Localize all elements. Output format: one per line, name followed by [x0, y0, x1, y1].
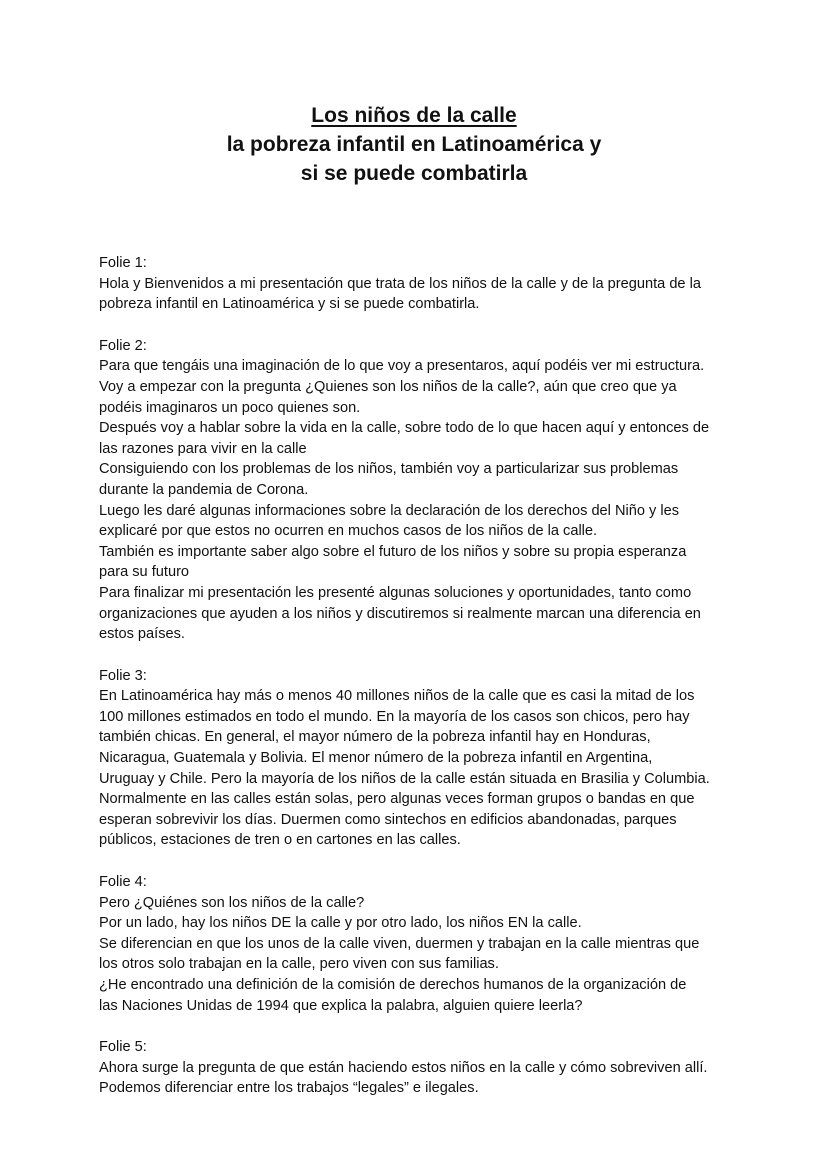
paragraph-line: Para finalizar mi presentación les presenté algunas soluciones y oportunidades, tanto como: [99, 584, 692, 601]
paragraph-line: Nicaragua, Guatemala y Bolivia. El menor número de la pobreza infantil en Argentina,: [99, 750, 653, 767]
paragraph-line: para su futuro: [99, 564, 190, 581]
title-line-main: Los niños de la calle: [311, 104, 517, 127]
section-heading: Folie 4:: [99, 874, 147, 891]
paragraph-line: 100 millones estimados en todo el mundo. En la mayoría de los casos son chicos, pero hay: [99, 708, 690, 725]
section-heading: Folie 2:: [99, 337, 147, 354]
title-line-subtitle: la pobreza infantil en Latinoamérica y: [226, 133, 602, 156]
paragraph-line: públicos, estaciones de tren o en cartones en las calles.: [99, 832, 461, 849]
paragraph-line: los otros solo trabajan en la calle, pero viven con sus familias.: [99, 956, 499, 973]
paragraph-line: Por un lado, hay los niños DE la calle y por otro lado, los niños EN la calle.: [99, 915, 582, 932]
paragraph-line: explicaré por que estos no ocurren en muchos casos de los niños de la calle.: [99, 523, 598, 540]
paragraph-line: Ahora surge la pregunta de que están haciendo estos niños en la calle y cómo sobreviven allí.: [99, 1059, 708, 1076]
paragraph-line: En Latinoamérica hay más o menos 40 millones niños de la calle que es casi la mitad de los: [99, 688, 695, 705]
paragraph-line: organizaciones que ayuden a los niños y discutiremos si realmente marcan una diferencia en: [99, 605, 701, 622]
section-folie-1: [99, 253, 739, 315]
paragraph-line: las Naciones Unidas de 1994 que explica la palabra, alguien quiere leerla?: [99, 997, 583, 1014]
paragraph-line: Uruguay y Chile. Pero la mayoría de los niños de la calle están situada en Brasilia y Columbia.: [99, 770, 710, 787]
paragraph-line: Hola y Bienvenidos a mi presentación que trata de los niños de la calle y de la pregunta de la: [99, 275, 701, 292]
paragraph-line: podéis imaginaros un poco quienes son.: [99, 399, 361, 416]
paragraph-line: Consiguiendo con los problemas de los niños, también voy a particularizar sus problemas: [99, 461, 679, 478]
section-folie-2: [99, 336, 739, 645]
paragraph-line: También es importante saber algo sobre el futuro de los niños y sobre su propia esperanza: [99, 543, 687, 560]
paragraph-line: ¿He encontrado una definición de la comisión de derechos humanos de la organización de: [99, 977, 687, 993]
paragraph-line: pobreza infantil en Latinoamérica y si se puede combatirla.: [99, 296, 480, 313]
paragraph-line: esperan sobrevivir los días. Duermen como sintechos en edificios abandonadas, parques: [99, 811, 677, 828]
section-heading: Folie 3:: [99, 667, 147, 684]
paragraph-line: estos países.: [99, 626, 185, 643]
document-title: [0, 101, 828, 188]
paragraph-line: Se diferencian en que los unos de la calle viven, duermen y trabajan en la calle mientras que: [99, 935, 700, 952]
document-body: [99, 253, 739, 1120]
section-folie-3: [99, 666, 739, 851]
section-folie-4: [99, 872, 739, 1016]
paragraph-line: Podemos diferenciar entre los trabajos “legales” e ilegales.: [99, 1080, 479, 1097]
section-heading: Folie 1:: [99, 255, 147, 271]
paragraph-line: Después voy a hablar sobre la vida en la calle, sobre todo de lo que hacen aquí y entonces de: [99, 420, 710, 437]
section-folie-5: [99, 1037, 739, 1099]
paragraph-line: también chicas. En general, el mayor número de la pobreza infantil hay en Honduras,: [99, 729, 651, 746]
title-line-subtitle-cont: si se puede combatirla: [300, 162, 528, 185]
paragraph-line: las razones para vivir en la calle: [99, 440, 307, 457]
paragraph-line: Para que tengáis una imaginación de lo que voy a presentaros, aquí podéis ver mi estructura.: [99, 358, 705, 375]
paragraph-line: Pero ¿Quiénes son los niños de la calle?: [99, 894, 365, 911]
section-heading: Folie 5:: [99, 1039, 147, 1056]
paragraph-line: durante la pandemia de Corona.: [99, 481, 309, 498]
paragraph-line: Luego les daré algunas informaciones sobre la declaración de los derechos del Niño y les: [99, 502, 680, 519]
paragraph-line: Normalmente en las calles están solas, pero algunas veces forman grupos o bandas en que: [99, 791, 695, 808]
paragraph-line: Voy a empezar con la pregunta ¿Quienes son los niños de la calle?, aún que creo que ya: [99, 378, 677, 395]
